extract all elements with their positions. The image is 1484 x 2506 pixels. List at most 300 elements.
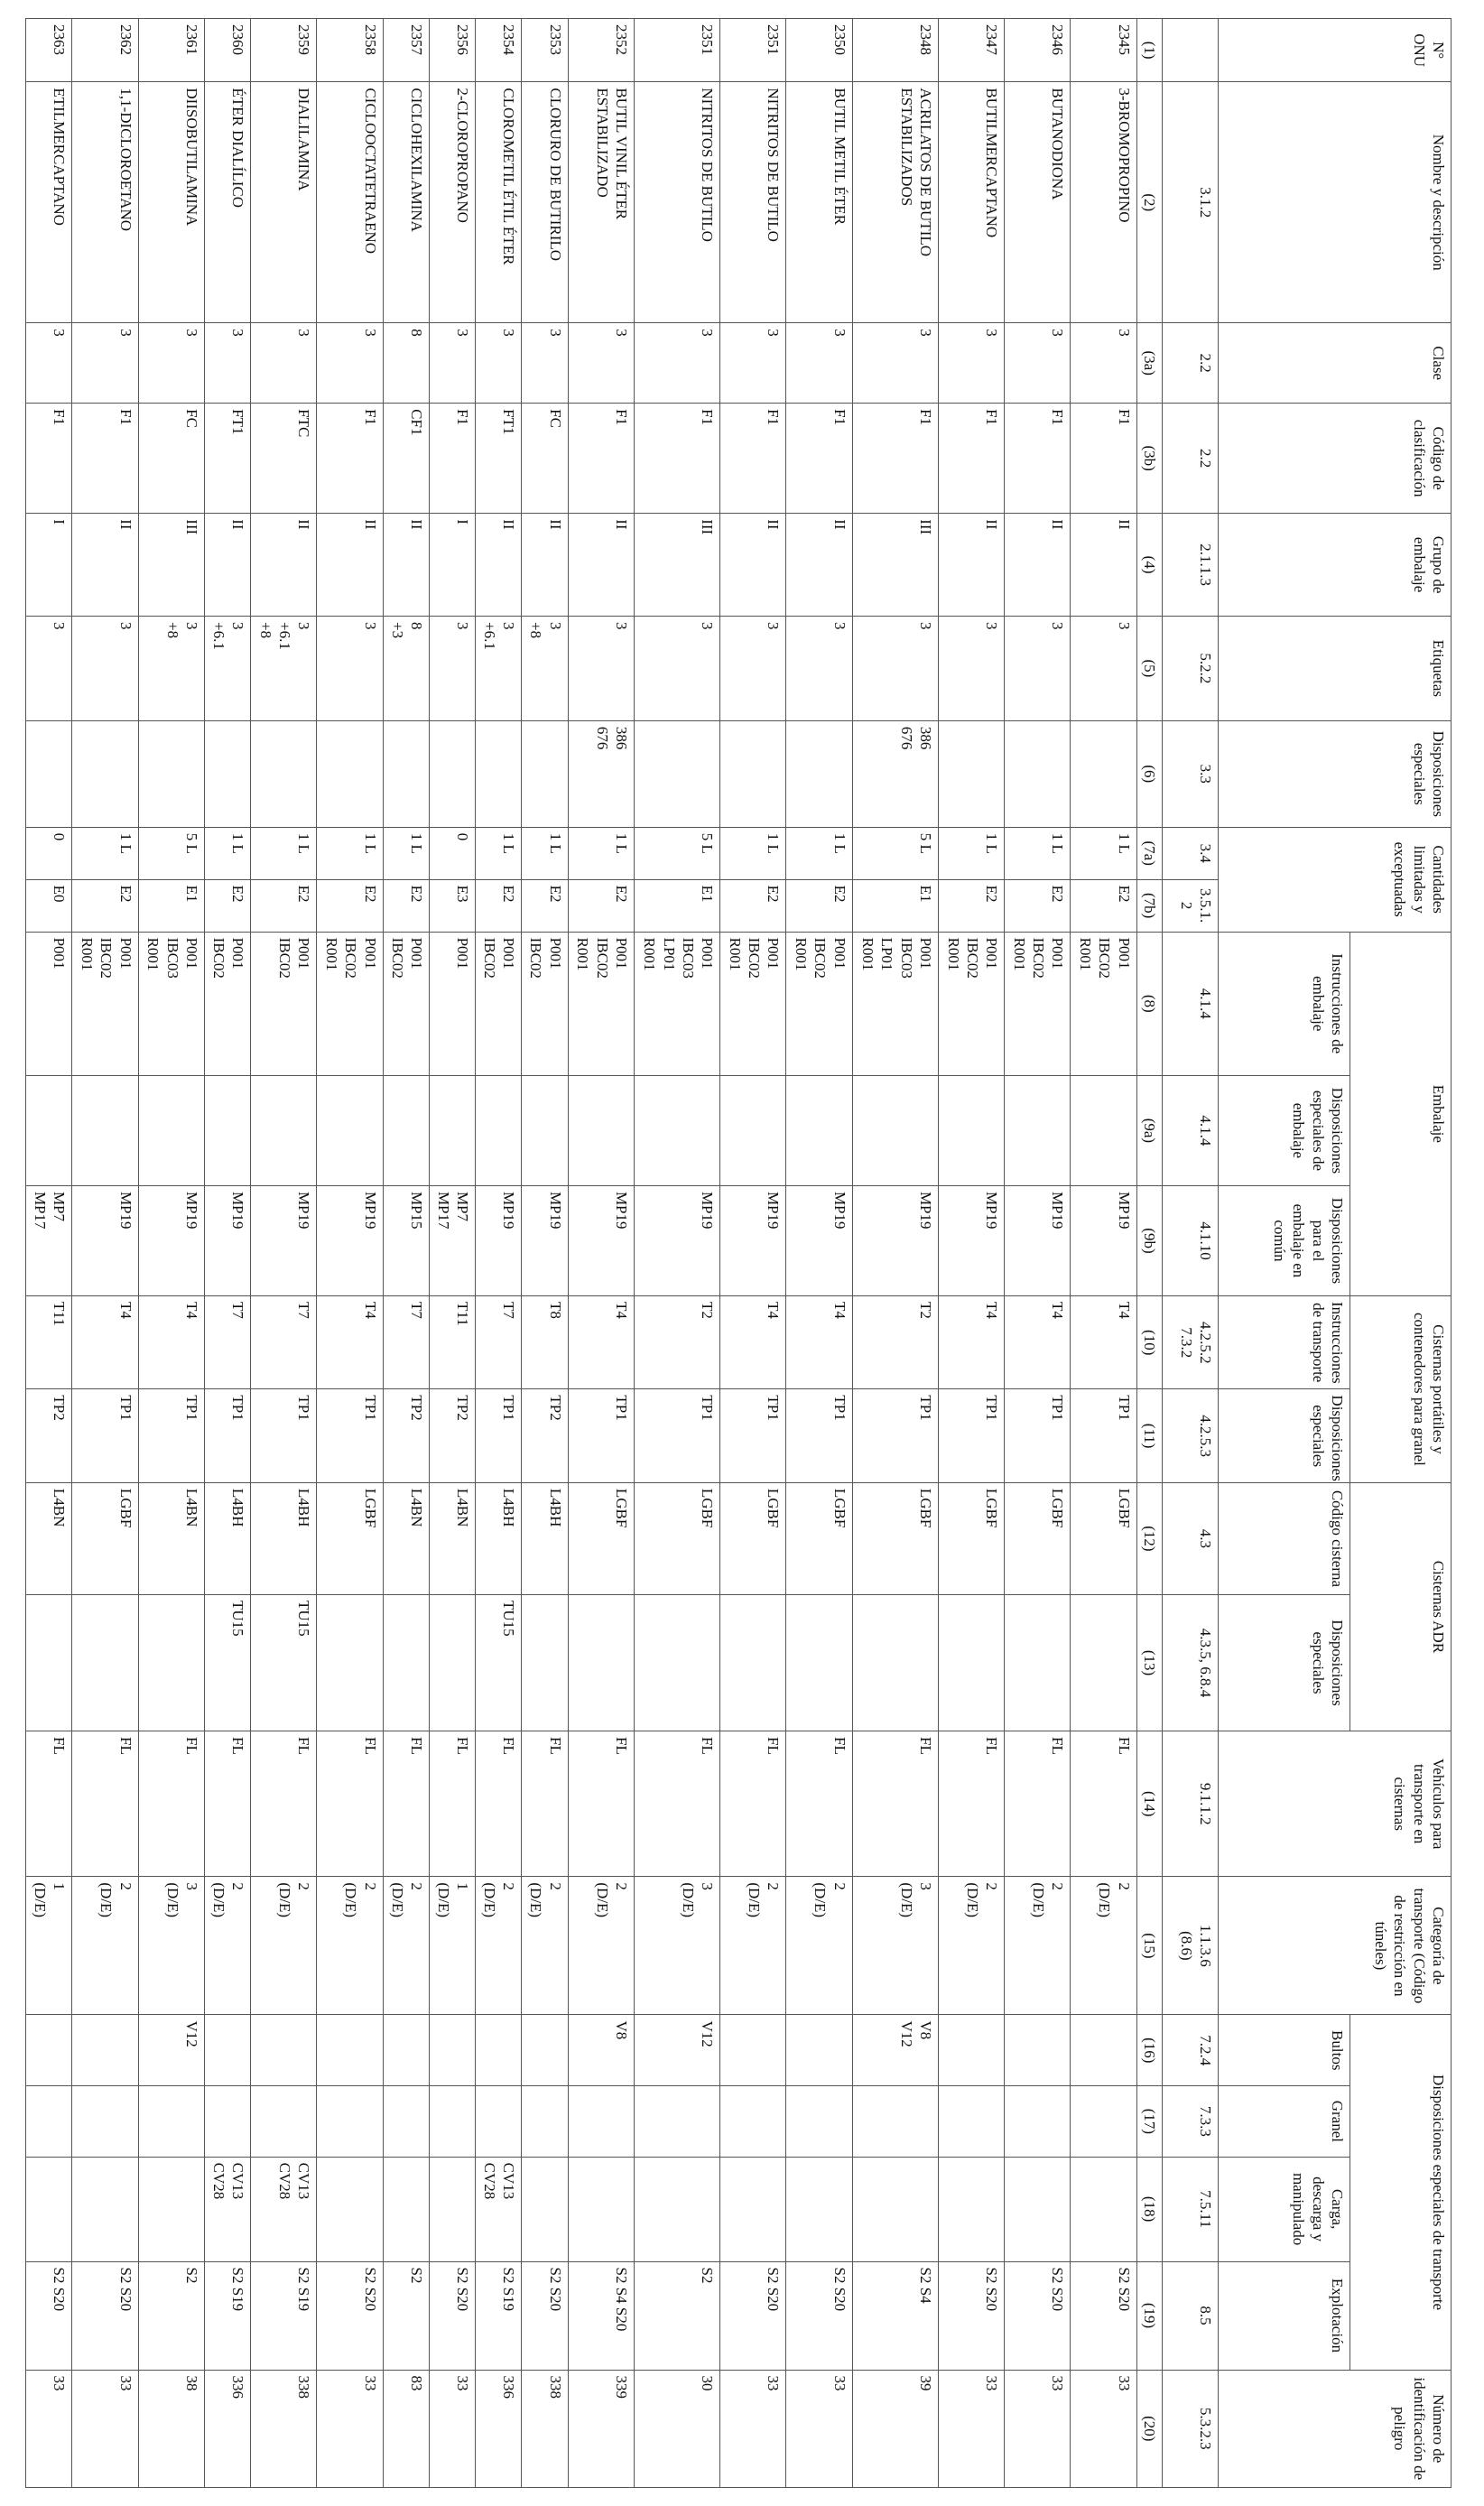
header-tank-special: Disposiciones especiales — [1219, 1594, 1350, 1731]
table-cell: TP2 — [26, 1389, 72, 1482]
table-cell: F1 — [720, 404, 786, 514]
table-cell — [522, 720, 568, 827]
table-cell: 1,1-DICLOROETANO — [72, 82, 138, 323]
table-cell: 3 — [852, 323, 938, 404]
table-cell: S2 S20 — [317, 2261, 383, 2370]
table-cell: FT1 — [476, 404, 522, 514]
table-cell — [568, 1075, 634, 1185]
column-reference: 5.2.2 — [1163, 616, 1219, 720]
table-cell: 2357 — [383, 19, 429, 82]
table-cell: 2 (D/E) — [72, 1877, 138, 2015]
table-cell: FL — [720, 1731, 786, 1877]
table-cell: P001 IBC02 — [383, 932, 429, 1075]
table-cell: 2354 — [476, 19, 522, 82]
table-cell: I — [429, 514, 475, 617]
table-cell: P001 IBC02 — [204, 932, 250, 1075]
column-reference: 9.1.1.2 — [1163, 1731, 1219, 1877]
table-cell: MP19 — [720, 1185, 786, 1295]
table-cell: MP19 — [939, 1185, 1005, 1295]
table-cell: TP1 — [786, 1389, 852, 1482]
table-cell: E2 — [383, 879, 429, 932]
column-number: (14) — [1136, 1731, 1162, 1877]
table-cell: T7 — [383, 1295, 429, 1388]
table-row — [1071, 19, 1136, 2488]
table-cell: FTC — [251, 404, 317, 514]
table-cell: 33 — [1071, 2370, 1136, 2488]
column-reference: 1.1.3.6 (8.6) — [1163, 1877, 1219, 2015]
table-cell: TP1 — [204, 1389, 250, 1482]
table-cell: 3 — [720, 323, 786, 404]
column-reference: 8.5 — [1163, 2261, 1219, 2370]
table-cell — [1005, 720, 1071, 827]
table-cell: F1 — [72, 404, 138, 514]
table-cell: 3 — [720, 616, 786, 720]
table-cell — [317, 2015, 383, 2086]
table-cell — [786, 1594, 852, 1731]
table-cell — [852, 2086, 938, 2158]
table-cell: 1 L — [939, 827, 1005, 879]
table-cell: 3 — [786, 616, 852, 720]
table-cell: 1 L — [1071, 827, 1136, 879]
table-cell — [317, 2157, 383, 2261]
table-cell — [1071, 2157, 1136, 2261]
table-cell: P001 IBC03 LP01 R001 — [634, 932, 719, 1075]
table-cell: 33 — [317, 2370, 383, 2488]
table-cell: MP19 — [1005, 1185, 1071, 1295]
column-number: (7b) — [1136, 879, 1162, 932]
table-cell: TP1 — [1005, 1389, 1071, 1482]
table-cell: MP19 — [476, 1185, 522, 1295]
header-class: Clase — [1219, 323, 1452, 404]
table-cell: 3 — [251, 323, 317, 404]
table-cell: S2 S20 — [72, 2261, 138, 2370]
table-cell: 5 L — [138, 827, 204, 879]
column-number: (16) — [1136, 2015, 1162, 2086]
table-cell: S2 S20 — [786, 2261, 852, 2370]
table-cell: T7 — [204, 1295, 250, 1388]
table-cell: P001 IBC02 — [476, 932, 522, 1075]
table-cell — [317, 720, 383, 827]
table-cell: FL — [1005, 1731, 1071, 1877]
table-cell — [138, 2086, 204, 2158]
table-cell: F1 — [634, 404, 719, 514]
table-cell — [939, 2157, 1005, 2261]
table-cell — [720, 1075, 786, 1185]
table-row — [786, 19, 852, 2488]
table-cell: TP1 — [251, 1389, 317, 1482]
table-cell — [204, 720, 250, 827]
table-cell: 1 L — [720, 827, 786, 879]
header-transport-special: Disposiciones especiales de transporte — [1350, 2015, 1452, 2370]
table-cell: P001 IBC02 R001 — [1005, 932, 1071, 1075]
table-cell: FL — [204, 1731, 250, 1877]
table-cell — [72, 720, 138, 827]
header-special-provisions: Disposiciones especiales — [1219, 720, 1452, 827]
header-mixed-packing: Disposiciones para el embalaje en común — [1219, 1185, 1350, 1295]
table-cell: E2 — [476, 879, 522, 932]
table-cell: T4 — [786, 1295, 852, 1388]
table-cell — [634, 1075, 719, 1185]
table-cell: 38 — [138, 2370, 204, 2488]
header-tank-vehicles: Vehículos para transporte en cisternas — [1219, 1731, 1452, 1877]
table-cell: E2 — [1071, 879, 1136, 932]
column-number: (9b) — [1136, 1185, 1162, 1295]
table-cell: P001 IBC02 R001 — [568, 932, 634, 1075]
column-number: (8) — [1136, 932, 1162, 1075]
table-cell: 2351 — [634, 19, 719, 82]
table-cell: TU15 — [204, 1594, 250, 1731]
table-cell: 33 — [1005, 2370, 1071, 2488]
table-cell — [720, 2015, 786, 2086]
table-cell: MP19 — [72, 1185, 138, 1295]
table-cell: FT1 — [204, 404, 250, 514]
table-cell — [852, 1075, 938, 1185]
table-cell — [1071, 2015, 1136, 2086]
table-cell: 2346 — [1005, 19, 1071, 82]
table-cell: 1 L — [786, 827, 852, 879]
table-cell — [1005, 1594, 1071, 1731]
table-cell: 33 — [939, 2370, 1005, 2488]
table-cell: E1 — [634, 879, 719, 932]
table-cell: 2358 — [317, 19, 383, 82]
table-cell: P001 IBC02 R001 — [720, 932, 786, 1075]
table-cell: E2 — [1005, 879, 1071, 932]
column-reference: 7.3.3 — [1163, 2086, 1219, 2158]
table-cell: E2 — [72, 879, 138, 932]
table-cell: 3 — [939, 616, 1005, 720]
table-cell — [138, 1075, 204, 1185]
table-cell: LGBF — [786, 1482, 852, 1594]
table-cell: S2 S20 — [522, 2261, 568, 2370]
table-cell: MP7 MP17 — [26, 1185, 72, 1295]
table-cell: 1 (D/E) — [429, 1877, 475, 2015]
header-operation: Explotación — [1219, 2261, 1350, 2370]
table-cell: TP1 — [1071, 1389, 1136, 1482]
table-cell: II — [383, 514, 429, 617]
table-cell: 0 — [429, 827, 475, 879]
table-cell — [317, 1594, 383, 1731]
table-cell: 1 L — [383, 827, 429, 879]
table-cell — [522, 2015, 568, 2086]
table-cell: E2 — [720, 879, 786, 932]
table-cell — [138, 2157, 204, 2261]
table-cell: 2 (D/E) — [786, 1877, 852, 2015]
table-cell: T4 — [72, 1295, 138, 1388]
table-cell: II — [204, 514, 250, 617]
table-cell: LGBF — [1071, 1482, 1136, 1594]
table-cell — [429, 2086, 475, 2158]
table-cell: S2 — [383, 2261, 429, 2370]
table-row — [939, 19, 1005, 2488]
table-cell — [939, 1594, 1005, 1731]
table-cell: T8 — [522, 1295, 568, 1388]
table-cell: 3 — [1005, 323, 1071, 404]
table-cell: 2347 — [939, 19, 1005, 82]
table-cell — [72, 2015, 138, 2086]
table-cell: 2363 — [26, 19, 72, 82]
table-cell: 2 (D/E) — [1071, 1877, 1136, 2015]
table-cell: 33 — [26, 2370, 72, 2488]
table-cell: FL — [568, 1731, 634, 1877]
column-number: (6) — [1136, 720, 1162, 827]
table-row — [251, 19, 317, 2488]
table-cell: 3 — [852, 616, 938, 720]
table-cell: 3 — [72, 616, 138, 720]
table-cell: P001 IBC03 R001 — [138, 932, 204, 1075]
table-cell: 3 — [72, 323, 138, 404]
column-number: (3a) — [1136, 323, 1162, 404]
table-cell: DIISOBUTILAMINA — [138, 82, 204, 323]
column-number: (10) — [1136, 1295, 1162, 1388]
table-cell: BUTILMERCAPTANO — [939, 82, 1005, 323]
table-cell: L4BH — [251, 1482, 317, 1594]
column-number: (4) — [1136, 514, 1162, 617]
table-cell — [383, 720, 429, 827]
table-cell: 386 676 — [568, 720, 634, 827]
table-cell — [1005, 2086, 1071, 2158]
table-cell: F1 — [429, 404, 475, 514]
column-number: (15) — [1136, 1877, 1162, 2015]
table-cell: 2353 — [522, 19, 568, 82]
table-cell: 3 — [939, 323, 1005, 404]
table-cell — [383, 2157, 429, 2261]
table-cell: 2350 — [786, 19, 852, 82]
column-reference: 3.5.1. 2 — [1163, 879, 1219, 932]
table-cell — [72, 2086, 138, 2158]
table-cell: 3-BROMOPROPINO — [1071, 82, 1136, 323]
table-cell: 8 +3 — [383, 616, 429, 720]
table-cell: 5 L — [634, 827, 719, 879]
table-cell — [204, 2015, 250, 2086]
table-cell: 2 (D/E) — [383, 1877, 429, 2015]
table-cell: L4BH — [522, 1482, 568, 1594]
table-cell — [476, 1075, 522, 1185]
table-cell: 338 — [522, 2370, 568, 2488]
table-cell: L4BN — [383, 1482, 429, 1594]
table-cell: LGBF — [634, 1482, 719, 1594]
table-cell — [251, 2086, 317, 2158]
column-number: (5) — [1136, 616, 1162, 720]
table-cell: 33 — [72, 2370, 138, 2488]
column-reference: 7.5.11 — [1163, 2157, 1219, 2261]
table-cell: 5 L — [852, 827, 938, 879]
table-cell: 8 — [383, 323, 429, 404]
table-cell — [939, 1075, 1005, 1185]
table-cell: V8 — [568, 2015, 634, 2086]
table-cell — [634, 1594, 719, 1731]
table-cell — [251, 2015, 317, 2086]
table-cell: II — [476, 514, 522, 617]
table-cell — [317, 1075, 383, 1185]
table-cell: P001 — [429, 932, 475, 1075]
header-hazard-id: Número de identificación de peligro — [1219, 2370, 1452, 2488]
table-cell: TP2 — [383, 1389, 429, 1482]
table-cell: 339 — [568, 2370, 634, 2488]
table-cell — [72, 2157, 138, 2261]
table-cell: LGBF — [568, 1482, 634, 1594]
header-packages: Bultos — [1219, 2015, 1350, 2086]
column-reference: 4.3.5, 6.8.4 — [1163, 1594, 1219, 1731]
table-cell — [251, 720, 317, 827]
table-cell: MP19 — [786, 1185, 852, 1295]
table-cell: 33 — [786, 2370, 852, 2488]
table-cell — [1071, 2086, 1136, 2158]
table-cell: T4 — [1005, 1295, 1071, 1388]
table-row — [204, 19, 250, 2488]
table-cell: FL — [476, 1731, 522, 1877]
table-cell: 3 — [429, 323, 475, 404]
table-cell: S2 S20 — [720, 2261, 786, 2370]
table-cell: II — [1071, 514, 1136, 617]
table-cell — [26, 720, 72, 827]
table-cell — [634, 2157, 719, 2261]
table-cell: S2 — [138, 2261, 204, 2370]
table-cell: CV13 CV28 — [251, 2157, 317, 2261]
table-cell — [383, 1075, 429, 1185]
table-cell: BUTANODIONA — [1005, 82, 1071, 323]
table-cell: II — [522, 514, 568, 617]
table-cell: T11 — [429, 1295, 475, 1388]
table-cell: E2 — [522, 879, 568, 932]
column-reference — [1163, 19, 1219, 82]
table-cell: L4BN — [138, 1482, 204, 1594]
table-row — [138, 19, 204, 2488]
table-cell: 83 — [383, 2370, 429, 2488]
table-cell: S2 S20 — [939, 2261, 1005, 2370]
table-cell: 3 — [568, 616, 634, 720]
table-cell: TU15 — [476, 1594, 522, 1731]
table-cell — [1005, 2015, 1071, 2086]
table-row — [720, 19, 786, 2488]
table-row — [317, 19, 383, 2488]
table-cell: L4BN — [429, 1482, 475, 1594]
table-cell: E2 — [568, 879, 634, 932]
table-cell: II — [720, 514, 786, 617]
header-portable-tanks: Cisternas portátiles y contenedores para granel — [1350, 1295, 1452, 1482]
table-cell: T4 — [568, 1295, 634, 1388]
table-cell: 2351 — [720, 19, 786, 82]
table-cell: FL — [522, 1731, 568, 1877]
table-cell: FL — [852, 1731, 938, 1877]
table-cell: 3 — [476, 323, 522, 404]
table-row — [26, 19, 72, 2488]
table-cell: TP1 — [476, 1389, 522, 1482]
table-row — [568, 19, 634, 2488]
column-reference: 7.2.4 — [1163, 2015, 1219, 2086]
table-cell: FL — [786, 1731, 852, 1877]
table-cell: CICLOHEXILAMINA — [383, 82, 429, 323]
table-cell: E1 — [852, 879, 938, 932]
table-cell: II — [568, 514, 634, 617]
column-number: (3b) — [1136, 404, 1162, 514]
table-cell: P001 IBC02 — [251, 932, 317, 1075]
table-cell: TP1 — [852, 1389, 938, 1482]
table-row — [476, 19, 522, 2488]
table-cell — [786, 2157, 852, 2261]
table-cell — [204, 2086, 250, 2158]
table-cell: E1 — [138, 879, 204, 932]
table-cell: P001 IBC02 R001 — [1071, 932, 1136, 1075]
table-cell: L4BH — [476, 1482, 522, 1594]
table-cell: TP2 — [429, 1389, 475, 1482]
table-cell: 3 — [317, 616, 383, 720]
table-cell: 33 — [429, 2370, 475, 2488]
table-cell: S2 S20 — [1005, 2261, 1071, 2370]
table-cell: E3 — [429, 879, 475, 932]
table-cell: TP1 — [317, 1389, 383, 1482]
table-cell: TU15 — [251, 1594, 317, 1731]
table-cell — [1071, 1075, 1136, 1185]
column-reference: 3.1.2 — [1163, 82, 1219, 323]
table-cell: II — [1005, 514, 1071, 617]
table-cell: E2 — [251, 879, 317, 932]
table-cell: FL — [939, 1731, 1005, 1877]
table-cell: CV13 CV28 — [476, 2157, 522, 2261]
header-portable-instructions: Instrucciones de transporte — [1219, 1295, 1350, 1388]
table-cell: 3 — [26, 616, 72, 720]
column-number: (12) — [1136, 1482, 1162, 1594]
table-cell: 3 (D/E) — [138, 1877, 204, 2015]
table-cell: 3 — [1005, 616, 1071, 720]
table-cell: S2 S19 — [251, 2261, 317, 2370]
table-cell: F1 — [26, 404, 72, 514]
table-cell: 1 L — [568, 827, 634, 879]
table-cell: T2 — [634, 1295, 719, 1388]
table-cell — [852, 2157, 938, 2261]
table-cell: 3 — [786, 323, 852, 404]
table-cell: T7 — [251, 1295, 317, 1388]
table-cell: FL — [1071, 1731, 1136, 1877]
table-cell: 1 (D/E) — [26, 1877, 72, 2015]
table-cell: FL — [383, 1731, 429, 1877]
table-cell: MP19 — [568, 1185, 634, 1295]
table-cell: LGBF — [852, 1482, 938, 1594]
column-reference: 4.2.5.3 — [1163, 1389, 1219, 1482]
table-cell: 2352 — [568, 19, 634, 82]
adr-dangerous-goods-table — [25, 18, 1452, 2488]
table-cell: MP19 — [317, 1185, 383, 1295]
table-cell: 3 — [204, 323, 250, 404]
rotated-page — [25, 18, 1452, 2488]
table-cell: 2 (D/E) — [251, 1877, 317, 2015]
table-row — [72, 19, 138, 2488]
table-cell — [429, 720, 475, 827]
table-cell: TP2 — [522, 1389, 568, 1482]
table-cell — [383, 1594, 429, 1731]
table-cell: 33 — [720, 2370, 786, 2488]
table-cell: FL — [634, 1731, 719, 1877]
table-cell — [522, 1594, 568, 1731]
table-cell: 3 — [634, 616, 719, 720]
table-cell: E0 — [26, 879, 72, 932]
table-cell: P001 IBC03 LP01 R001 — [852, 932, 938, 1075]
table-cell: TP1 — [72, 1389, 138, 1482]
table-cell: E2 — [939, 879, 1005, 932]
table-cell: 336 — [476, 2370, 522, 2488]
table-cell: 2362 — [72, 19, 138, 82]
table-cell — [476, 2086, 522, 2158]
table-row — [383, 19, 429, 2488]
table-cell: 336 — [204, 2370, 250, 2488]
table-cell — [383, 2086, 429, 2158]
table-cell — [429, 1594, 475, 1731]
table-cell — [522, 2157, 568, 2261]
table-cell: MP19 — [522, 1185, 568, 1295]
table-cell: 3 — [317, 323, 383, 404]
table-cell — [522, 2086, 568, 2158]
column-reference: 4.3 — [1163, 1482, 1219, 1594]
table-cell: BUTIL METIL ÉTER — [786, 82, 852, 323]
